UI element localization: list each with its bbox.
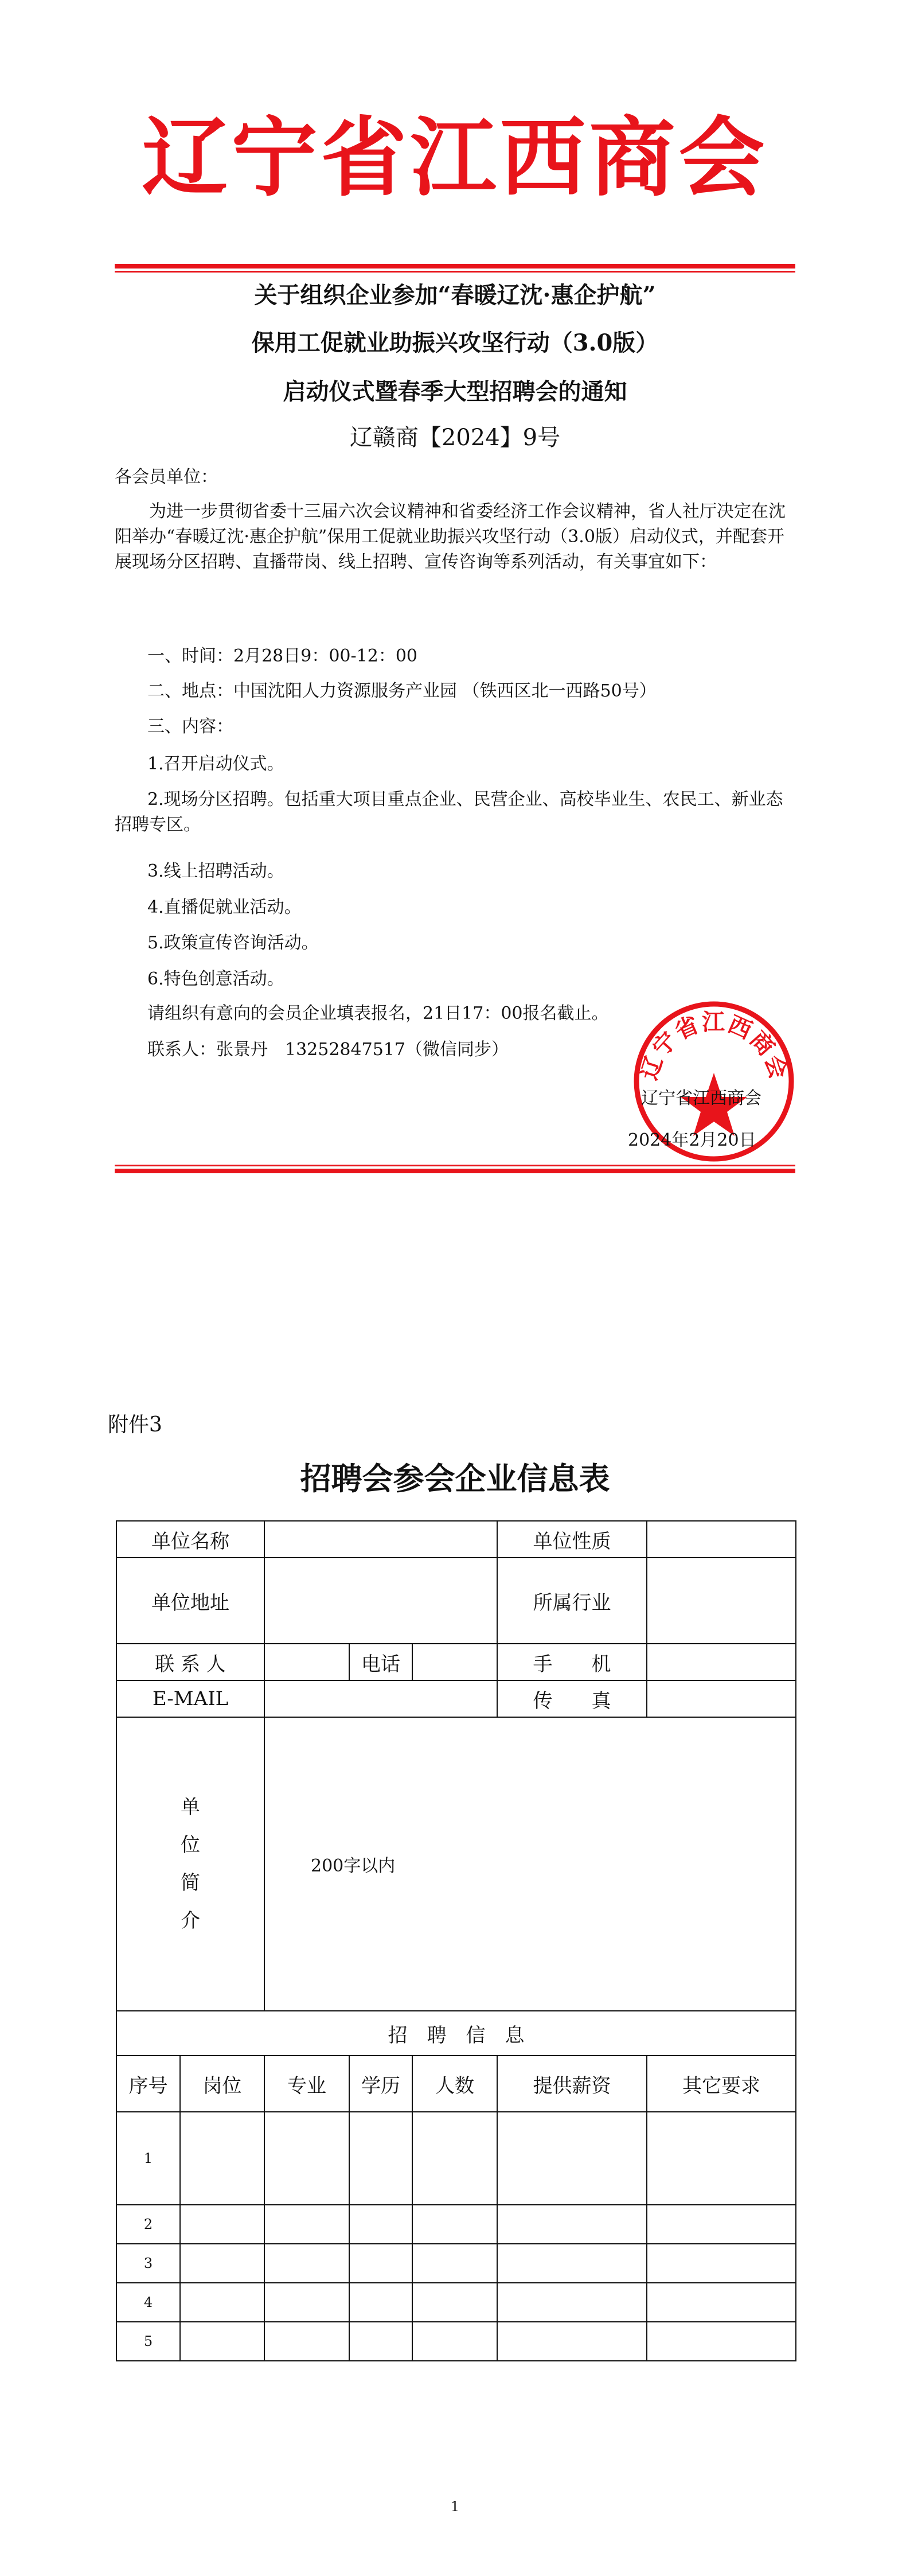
doc-number: 辽赣商【2024】9号 [349,425,561,451]
svg-text:辽宁省江西商会: 辽宁省江西商会 [636,1009,792,1083]
event-time: 一、时间：2月28日9：00-12：00 [147,646,418,666]
email-label: E-MAIL [116,1680,264,1717]
notice-title-line-3: 启动仪式暨春季大型招聘会的通知 [283,378,627,405]
major-cell[interactable] [264,2322,349,2361]
major-cell[interactable] [264,2283,349,2322]
content-item-1: 1.召开启动仪式。 [147,754,284,774]
industry-label: 所属行业 [497,1558,647,1644]
body-paragraph: 为进一步贯彻省委十三届六次会议精神和省委经济工作会议精神，省人社厅决定在沈阳举办“春暖辽沈·惠企护航”保用工促就业助振兴攻坚行动（3.0版）启动仪式，并配套开展现场分区招聘、直播带岗、线上招聘、宣传咨询等系列活动，有关事宜如下： [115,501,786,572]
company-info-form [116,1520,796,2361]
contact-person-value[interactable] [264,1644,349,1680]
event-place: 二、地点：中国沈阳人力资源服务产业园 （铁西区北一西路50号） [147,681,657,701]
other-cell[interactable] [647,2244,796,2283]
salary-cell[interactable] [497,2205,647,2244]
education-cell[interactable] [349,2322,412,2361]
position-cell[interactable] [180,2205,264,2244]
other-cell[interactable] [647,2112,796,2205]
footer-rule-thick [115,1169,795,1173]
phone-label: 电话 [349,1644,412,1680]
major-cell[interactable] [264,2244,349,2283]
content-item-3: 3.线上招聘活动。 [147,861,284,881]
salary-cell[interactable] [497,2244,647,2283]
row-number: 5 [116,2322,180,2361]
recruit-info-heading: 招 聘 信 息 [116,2011,796,2056]
unit-nature-value[interactable] [647,1521,796,1558]
form-title: 招聘会参会企业信息表 [300,1460,610,1497]
intro-label: 单位简介 [181,1796,200,1932]
col-header-education: 学历 [349,2056,412,2112]
mobile-value[interactable] [647,1644,796,1680]
col-header-headcount: 人数 [412,2056,497,2112]
org-header-title: 辽宁省江西商会 [142,107,768,208]
signature-org: 辽宁省江西商会 [641,1088,761,1108]
notice-title-line-2: 保用工促就业助振兴攻坚行动（3.0版） [251,329,659,356]
content-heading: 三、内容： [147,717,233,737]
other-cell[interactable] [647,2322,796,2361]
content-item-5: 5.政策宣传咨询活动。 [147,933,319,953]
footer-rule-thin [115,1165,795,1166]
education-cell[interactable] [349,2112,412,2205]
contact-line: 联系人：张景丹 13252847517（微信同步） [147,1040,509,1060]
education-cell[interactable] [349,2205,412,2244]
row-number: 3 [116,2244,180,2283]
deadline-note: 请组织有意向的会员企业填表报名，21日17：00报名截止。 [147,1003,609,1024]
signature-date: 2024年2月20日 [628,1130,756,1150]
table-row [116,2244,796,2283]
table-row [116,2205,796,2244]
email-value[interactable] [264,1680,497,1717]
education-cell[interactable] [349,2283,412,2322]
content-item-4: 4.直播促就业活动。 [147,897,302,917]
table-row [116,2322,796,2361]
header-rule-thick [115,264,795,269]
unit-name-label: 单位名称 [116,1521,264,1558]
contact-person-label: 联 系 人 [116,1644,264,1680]
mobile-label: 手 机 [497,1644,647,1680]
annex-label: 附件3 [108,1413,162,1437]
salary-cell[interactable] [497,2283,647,2322]
intro-label-cell [116,1717,264,2011]
col-header-position: 岗位 [180,2056,264,2112]
col-header-major: 专业 [264,2056,349,2112]
major-cell[interactable] [264,2112,349,2205]
unit-name-value[interactable] [264,1521,497,1558]
position-cell[interactable] [180,2283,264,2322]
content-item-6: 6.特色创意活动。 [147,969,284,989]
headcount-cell[interactable] [412,2322,497,2361]
row-number: 1 [116,2112,180,2205]
row-number: 2 [116,2205,180,2244]
col-header-salary: 提供薪资 [497,2056,647,2112]
headcount-cell[interactable] [412,2244,497,2283]
headcount-cell[interactable] [412,2283,497,2322]
unit-address-label: 单位地址 [116,1558,264,1644]
salutation: 各会员单位： [115,467,218,487]
page-number: 1 [450,2499,460,2515]
row-number: 4 [116,2283,180,2322]
industry-value[interactable] [647,1558,796,1644]
major-cell[interactable] [264,2205,349,2244]
phone-value[interactable] [412,1644,497,1680]
unit-address-value[interactable] [264,1558,497,1644]
position-cell[interactable] [180,2244,264,2283]
content-item-2: 2.现场分区招聘。包括重大项目重点企业、民营企业、高校毕业生、农民工、新业态招聘专区。 [115,789,783,835]
salary-cell[interactable] [497,2322,647,2361]
header-rule-thin [115,271,795,273]
position-cell[interactable] [180,2322,264,2361]
position-cell[interactable] [180,2112,264,2205]
headcount-cell[interactable] [412,2205,497,2244]
other-cell[interactable] [647,2283,796,2322]
notice-title-line-1: 关于组织企业参加“春暖辽沈·惠企护航” [254,282,656,309]
headcount-cell[interactable] [412,2112,497,2205]
intro-hint: 200字以内 [311,1856,396,1876]
col-header-other: 其它要求 [647,2056,796,2112]
table-row [116,2112,796,2205]
fax-value[interactable] [647,1680,796,1717]
unit-nature-label: 单位性质 [497,1521,647,1558]
fax-label: 传 真 [497,1680,647,1717]
education-cell[interactable] [349,2244,412,2283]
table-row [116,2283,796,2322]
intro-value[interactable] [264,1717,796,2011]
salary-cell[interactable] [497,2112,647,2205]
col-header-seq: 序号 [116,2056,180,2112]
other-cell[interactable] [647,2205,796,2244]
